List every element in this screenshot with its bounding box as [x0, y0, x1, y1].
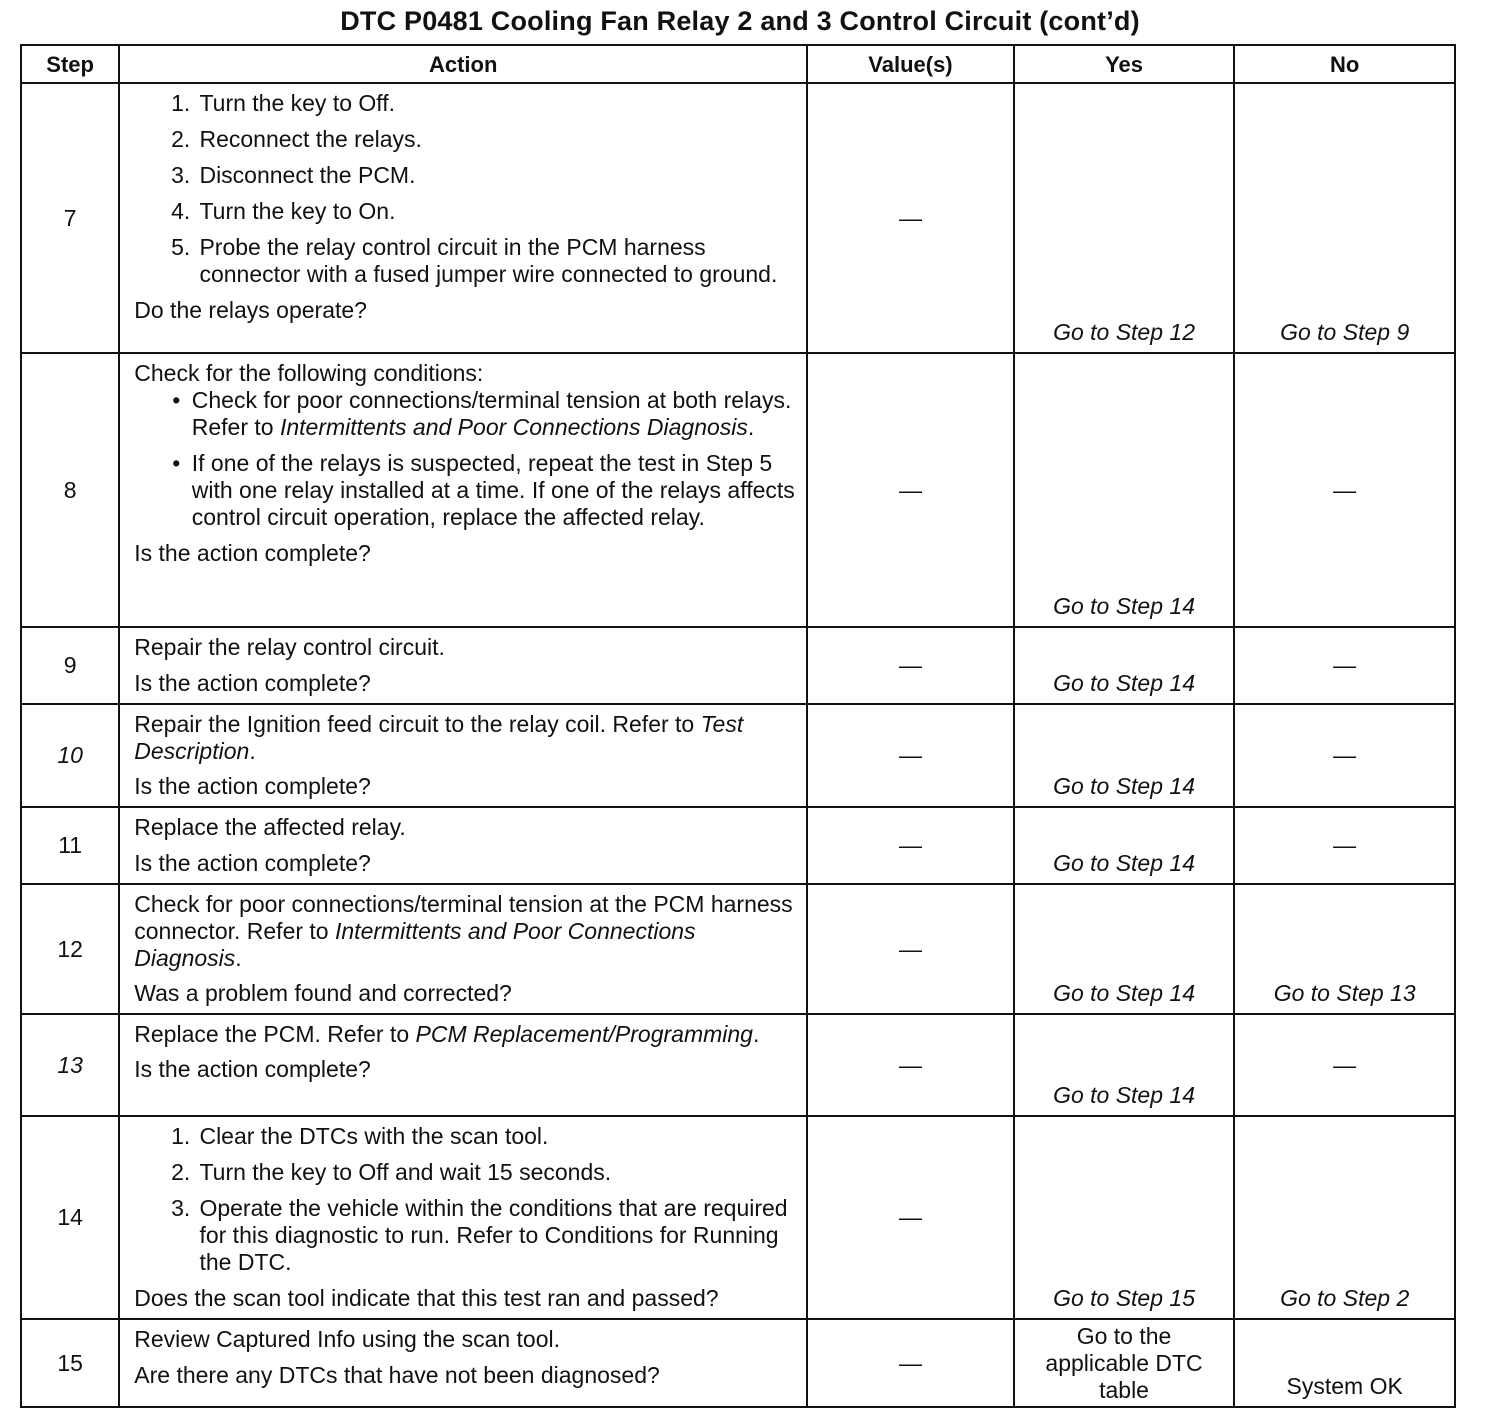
step-number: 14: [21, 1116, 119, 1319]
step-number: 12: [21, 884, 119, 1014]
bullet-item: • Check for poor connections/terminal tension at both relays. Refer to Intermittents and Poor Connections Diagnosis.: [172, 387, 792, 440]
table-row-step-9: [21, 627, 1455, 704]
reference-link: Test Description: [134, 711, 744, 764]
yes-cell: Go to Step 14: [1014, 627, 1235, 704]
reference-link: PCM Replacement/Programming: [415, 1021, 753, 1047]
value-cell: —: [807, 1116, 1014, 1319]
page-title: DTC P0481 Cooling Fan Relay 2 and 3 Control Circuit (cont’d): [340, 6, 1140, 36]
yes-cell: Go to Step 12: [1014, 83, 1235, 353]
value-cell: —: [807, 627, 1014, 704]
step-number: 11: [21, 807, 119, 884]
value-cell: —: [807, 353, 1014, 627]
action-question: Is the action complete?: [134, 670, 371, 696]
action-cell: [119, 1116, 807, 1319]
table-row-step-10: [21, 704, 1455, 807]
bullet-item: • If one of the relays is suspected, repeat the test in Step 5 with one relay installed at a time. If one of the relays affects control circuit operation, replace the affected relay.: [172, 450, 795, 530]
yes-cell: Go to Step 15: [1014, 1116, 1235, 1319]
action-cell: [119, 83, 807, 353]
action-question: Do the relays operate?: [134, 297, 367, 323]
action-text: Repair the Ignition feed circuit to the relay coil. Refer to Test Description.: [134, 711, 744, 764]
table-row-step-8: [21, 353, 1455, 627]
list-item: 3. Disconnect the PCM.: [171, 162, 416, 188]
table-row-step-11: [21, 807, 1455, 884]
header-action: Action: [119, 45, 807, 83]
list-item: 4. Turn the key to On.: [171, 198, 396, 224]
reference-link: Intermittents and Poor Connections Diagnosis: [134, 918, 696, 971]
action-text: Check for poor connections/terminal tension at the PCM harness connector. Refer to Intermittents and Poor Connections Diagnosis.: [134, 891, 793, 971]
action-text: Replace the affected relay.: [134, 814, 406, 840]
step-number: 13: [21, 1014, 119, 1116]
yes-cell: Go to Step 14: [1014, 353, 1235, 627]
step-number: 9: [21, 627, 119, 704]
header-step: Step: [21, 45, 119, 83]
action-question: Is the action complete?: [134, 773, 371, 799]
no-cell: Go to Step 13: [1234, 884, 1455, 1014]
table-row-step-13: [21, 1014, 1455, 1116]
header-no: No: [1234, 45, 1455, 83]
action-question: Does the scan tool indicate that this test ran and passed?: [134, 1285, 719, 1311]
action-question: Was a problem found and corrected?: [134, 980, 512, 1006]
no-cell: System OK: [1234, 1319, 1455, 1407]
action-cell: [119, 1319, 807, 1407]
list-item: 1. Turn the key to Off.: [171, 90, 396, 116]
list-item: 5. Probe the relay control circuit in the PCM harness connector with a fused jumper wire connected to ground.: [171, 234, 778, 287]
step-number: 15: [21, 1319, 119, 1407]
yes-cell: Go to Step 14: [1014, 807, 1235, 884]
no-cell: —: [1234, 353, 1455, 627]
no-cell: —: [1234, 807, 1455, 884]
diagnostic-table: [20, 44, 1456, 1408]
step-number: 8: [21, 353, 119, 627]
action-question: Is the action complete?: [134, 540, 371, 566]
step-number: 7: [21, 83, 119, 353]
action-text: Replace the PCM. Refer to PCM Replacement/Programming.: [134, 1021, 760, 1047]
action-cell: [119, 807, 807, 884]
table-row-step-14: [21, 1116, 1455, 1319]
action-question: Are there any DTCs that have not been diagnosed?: [134, 1362, 660, 1388]
yes-cell: Go to the applicable DTC table: [1014, 1319, 1235, 1407]
list-item: 1. Clear the DTCs with the scan tool.: [171, 1123, 549, 1149]
action-intro: Check for the following conditions:: [134, 360, 484, 386]
table-row-step-7: [21, 83, 1455, 353]
yes-cell: Go to Step 14: [1014, 704, 1235, 807]
value-cell: —: [807, 1014, 1014, 1116]
no-cell: —: [1234, 627, 1455, 704]
action-cell: [119, 627, 807, 704]
yes-cell: Go to Step 14: [1014, 1014, 1235, 1116]
action-question: Is the action complete?: [134, 850, 371, 876]
value-cell: —: [807, 884, 1014, 1014]
yes-cell: Go to Step 14: [1014, 884, 1235, 1014]
list-item: 2. Reconnect the relays.: [171, 126, 422, 152]
no-cell: —: [1234, 704, 1455, 807]
value-cell: —: [807, 807, 1014, 884]
header-yes: Yes: [1014, 45, 1235, 83]
value-cell: —: [807, 704, 1014, 807]
header-values: Value(s): [807, 45, 1014, 83]
no-cell: Go to Step 9: [1234, 83, 1455, 353]
action-text: Review Captured Info using the scan tool.: [134, 1326, 561, 1352]
action-cell: [119, 704, 807, 807]
table-header-row: [21, 45, 1455, 83]
value-cell: —: [807, 1319, 1014, 1407]
step-number: 10: [21, 704, 119, 807]
no-cell: Go to Step 2: [1234, 1116, 1455, 1319]
value-cell: —: [807, 83, 1014, 353]
action-question: Is the action complete?: [134, 1056, 371, 1082]
action-cell: [119, 1014, 807, 1116]
no-cell: —: [1234, 1014, 1455, 1116]
list-item: 3. Operate the vehicle within the conditions that are required for this diagnostic to run. Refer to Conditions for Running the DTC.: [171, 1195, 788, 1275]
action-text: Repair the relay control circuit.: [134, 634, 445, 660]
table-row-step-15: [21, 1319, 1455, 1407]
list-item: 2. Turn the key to Off and wait 15 seconds.: [171, 1159, 612, 1185]
action-cell: [119, 884, 807, 1014]
action-cell: [119, 353, 807, 627]
table-row-step-12: [21, 884, 1455, 1014]
reference-link: Intermittents and Poor Connections Diagnosis: [279, 414, 748, 440]
